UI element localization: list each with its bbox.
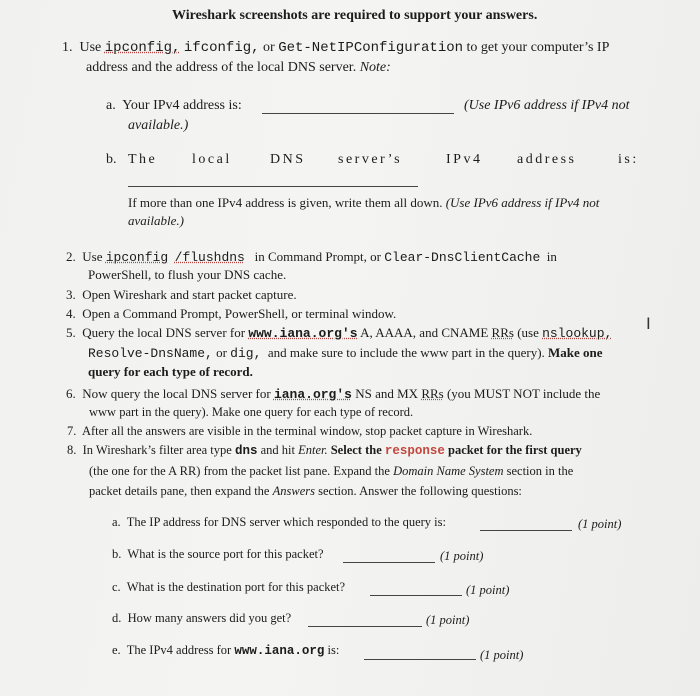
q6-number: 6.	[66, 386, 76, 401]
subq-b-text: What is the source port for this packet?	[127, 547, 324, 561]
q4-line	[66, 306, 396, 322]
q6-text-b: NS and MX	[355, 386, 419, 401]
q1b-word-6: address	[517, 152, 577, 167]
subq-c-label: c.	[112, 580, 121, 594]
q1-or: or	[263, 40, 275, 55]
q5-or: or	[216, 345, 227, 360]
q6-text-c: (you MUST NOT include the	[446, 386, 601, 401]
subq-e-line	[112, 643, 339, 658]
q2-number: 2.	[66, 249, 76, 264]
q6-line2: www part in the query). Make one query for each type of record.	[89, 405, 414, 419]
q4-text: Open a Command Prompt, PowerShell, or terminal window.	[82, 306, 397, 321]
q7-line	[67, 424, 532, 439]
subq-c-text: What is the destination port for this packet?	[126, 580, 346, 594]
q1b-word-4: server’s	[338, 152, 403, 167]
q2-line2: PowerShell, to flush your DNS cache.	[88, 267, 287, 282]
subq-d-answer-blank[interactable]	[308, 626, 422, 627]
q8-enter: Enter.	[298, 443, 328, 457]
q2-use: Use	[82, 249, 103, 264]
subq-c-points: (1 point)	[466, 583, 510, 597]
q8-line3	[89, 484, 522, 499]
q5-host: www.iana.org's	[248, 326, 358, 341]
q6-text-a: Now query the local DNS server for	[82, 386, 271, 401]
q7-number: 7.	[67, 424, 77, 438]
subq-b-label: b.	[112, 547, 122, 561]
q8-line2-text: (the one for the A RR) from the packet list pane. Expand the	[89, 464, 390, 478]
q1a-note2: available.)	[128, 118, 189, 133]
page-heading: Wireshark screenshots are required to support your answers.	[172, 8, 538, 23]
q2-in: in Command Prompt, or	[254, 249, 381, 264]
q5-nslookup: nslookup,	[542, 326, 613, 341]
q5-line2	[88, 345, 603, 361]
subq-a-points: (1 point)	[578, 517, 622, 531]
q1a-answer-blank[interactable]	[262, 113, 454, 114]
q2-in2: in	[546, 249, 557, 264]
q7-text: After all the answers are visible in the terminal window, stop packet capture in Wireshark.	[81, 424, 533, 438]
q1-line2	[86, 60, 391, 76]
q1-ifconfig: ifconfig,	[183, 40, 260, 56]
q1b-word-5: IPv4	[446, 152, 483, 167]
q8-text-c: Select the	[330, 443, 382, 457]
subq-c-line	[112, 580, 345, 595]
subq-e-label: e.	[112, 643, 121, 657]
q8-text-b: and hit	[260, 443, 295, 457]
q4-number: 4.	[66, 306, 76, 321]
q1b-word-3: DNS	[270, 152, 306, 167]
q1-ipconfig: ipconfig,	[104, 40, 181, 56]
subq-e-text2: is:	[327, 643, 340, 657]
q8-line3-rest: section. Answer the following questions:	[318, 484, 522, 498]
q1b-answer-blank[interactable]	[128, 186, 418, 187]
subq-b-answer-blank[interactable]	[343, 562, 435, 563]
q3-number: 3.	[66, 287, 76, 302]
q1b-multi-line1	[128, 195, 599, 211]
q5-text-a: Query the local DNS server for	[82, 325, 246, 340]
subq-b-points: (1 point)	[440, 549, 484, 563]
subq-d-text: How many answers did you get?	[127, 611, 292, 625]
q1a-text: Your IPv4 address is:	[122, 98, 242, 113]
subq-e-answer-blank[interactable]	[364, 659, 476, 660]
q5-text-d: and make sure to include the www part in the query).	[267, 345, 545, 360]
q8-text-a: In Wireshark’s filter area type	[82, 443, 232, 457]
q8-dns: dns	[234, 444, 258, 458]
q1a-note: (Use IPv6 address if IPv4 not	[464, 98, 630, 113]
q2-ipconfig: ipconfig	[105, 250, 169, 265]
q8-line1	[67, 443, 582, 458]
q1b-multi-text: If more than one IPv4 address is given, write them all down.	[128, 195, 443, 210]
q5-number: 5.	[66, 325, 76, 340]
q6-rrs: RRs	[421, 386, 444, 401]
q8-line2	[89, 464, 573, 479]
subq-a-label: a.	[112, 515, 121, 529]
q1-line1	[62, 40, 609, 56]
q8-line3-text: packet details pane, then expand the	[89, 484, 270, 498]
q5-line1	[66, 325, 612, 341]
q5-resolve: Resolve-DnsName,	[88, 346, 213, 361]
subq-c-answer-blank[interactable]	[370, 595, 462, 596]
q5-text-c: (use	[517, 325, 539, 340]
q1-line2-text: address and the address of the local DNS server.	[86, 60, 357, 75]
q1b-word-7: is:	[618, 152, 639, 167]
q8-answers: Answers	[272, 484, 315, 498]
subq-a-text: The IP address for DNS server which responded to the query is:	[126, 515, 446, 529]
q1-rest: to get your computer’s IP	[466, 40, 610, 55]
q5-line3: query for each type of record.	[88, 364, 253, 379]
q8-text-d: packet for the first query	[448, 443, 582, 457]
q5-dig: dig,	[230, 346, 262, 361]
q1a-label: a.	[106, 98, 116, 113]
subq-d-line	[112, 611, 291, 626]
q3-text: Open Wireshark and start packet capture.	[82, 287, 297, 302]
q1-getnet: Get-NetIPConfiguration	[278, 40, 464, 56]
subq-d-points: (1 point)	[426, 613, 470, 627]
q1-number: 1.	[62, 40, 73, 55]
q8-line2-rest: section in the	[506, 464, 574, 478]
subq-e-host: www.iana.org	[234, 644, 325, 658]
text-cursor-icon: I	[646, 314, 651, 333]
subq-d-label: d.	[112, 611, 122, 625]
q3-line	[66, 287, 297, 303]
q1b-word-2: local	[192, 152, 232, 167]
q1-note: Note:	[359, 60, 391, 75]
q8-dns-system: Domain Name System	[393, 464, 504, 478]
q2-flush: /flushdns	[174, 250, 245, 265]
q8-response: response	[384, 444, 445, 458]
subq-e-points: (1 point)	[480, 648, 524, 662]
q1b-word-1: The	[128, 152, 158, 167]
subq-b-line	[112, 547, 324, 562]
q5-text-b: A, AAAA, and CNAME	[360, 325, 489, 340]
q2-clear: Clear-DnsClientCache	[384, 250, 541, 265]
q1-use: Use	[79, 40, 102, 55]
q5-make: Make one	[548, 345, 603, 360]
q2-line1	[66, 249, 557, 265]
subq-e-text: The IPv4 address for	[126, 643, 232, 657]
subq-a-line	[112, 515, 446, 530]
q1b-label: b.	[106, 152, 117, 167]
subq-a-answer-blank[interactable]	[480, 530, 572, 531]
q1b-multi-line2: available.)	[128, 213, 184, 228]
q1b-multi-note: (Use IPv6 address if IPv4 not	[445, 195, 600, 210]
q1a-line	[106, 98, 242, 114]
q5-rrs: RRs	[491, 325, 514, 340]
q6-host: iana.org's	[273, 387, 352, 402]
q6-line1	[66, 386, 600, 402]
q8-number: 8.	[67, 443, 77, 457]
